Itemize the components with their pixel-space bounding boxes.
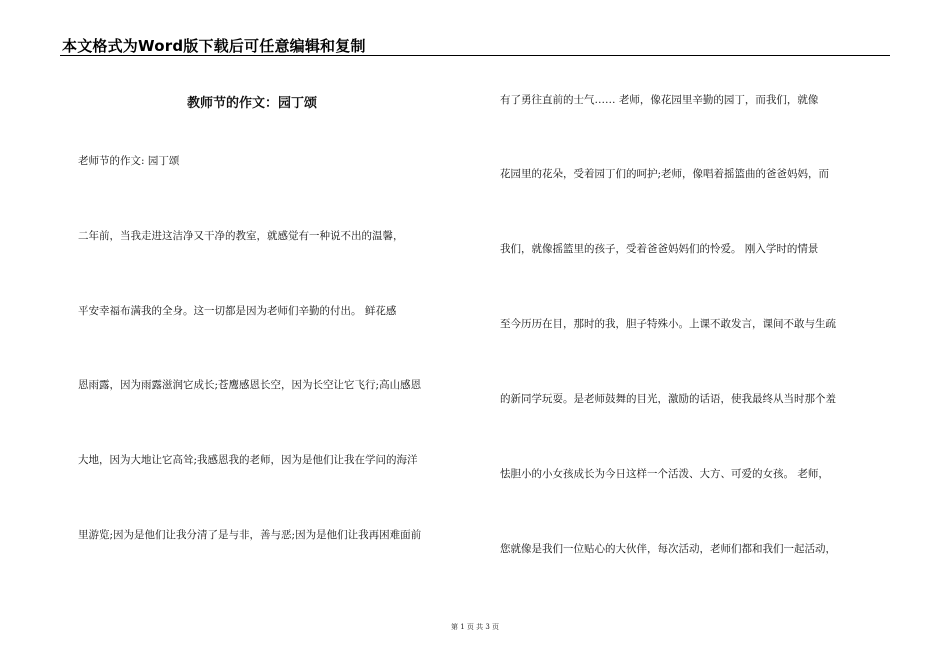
right-column-line: 至今历历在目，那时的我，胆子特殊小。上课不敢发言，课间不敢与生疏 [500,318,836,330]
left-column-line: 大地，因为大地让它高耸;我感恩我的老师，因为是他们让我在学问的海洋 [78,454,418,466]
document-header-title: 本文格式为Word版下载后可任意编辑和复制 [62,37,366,55]
left-column-line: 二年前，当我走进这洁净又干净的教室，就感觉有一种说不出的温馨， [78,230,404,242]
left-column-line: 老师节的作文: 园丁颂 [78,155,180,167]
right-column-line: 我们，就像摇篮里的孩子，受着爸爸妈妈们的怜爱。 刚入学时的情景 [500,243,819,255]
document-title: 教师节的作文：园丁颂 [187,96,318,111]
right-column-line: 有了勇往直前的士气…… 老师，像花园里辛勤的园丁，而我们，就像 [500,94,819,106]
page-number: 第 1 页 共 3 页 [450,623,500,631]
right-column-line: 您就像是我们一位贴心的大伙伴，每次活动，老师们都和我们一起活动， [500,543,836,555]
left-column-line: 恩雨露，因为雨露滋润它成长;苍鹰感恩长空，因为长空让它飞行;高山感恩 [78,379,422,391]
right-column-line: 花园里的花朵，受着园丁们的呵护;老师，像唱着摇篮曲的爸爸妈妈，而 [500,168,830,180]
header-divider [60,55,890,56]
right-column-line: 怯胆小的小女孩成长为今日这样一个活泼、大方、可爱的女孩。 老师， [500,468,829,480]
right-column-line: 的新同学玩耍。是老师鼓舞的目光，激励的话语，使我最终从当时那个羞 [500,393,836,405]
left-column-line: 平安幸福布满我的全身。这一切都是因为老师们辛勤的付出。 鲜花感 [78,305,397,317]
left-column-line: 里游览;因为是他们让我分清了是与非，善与恶;因为是他们让我再困难面前 [78,529,422,541]
